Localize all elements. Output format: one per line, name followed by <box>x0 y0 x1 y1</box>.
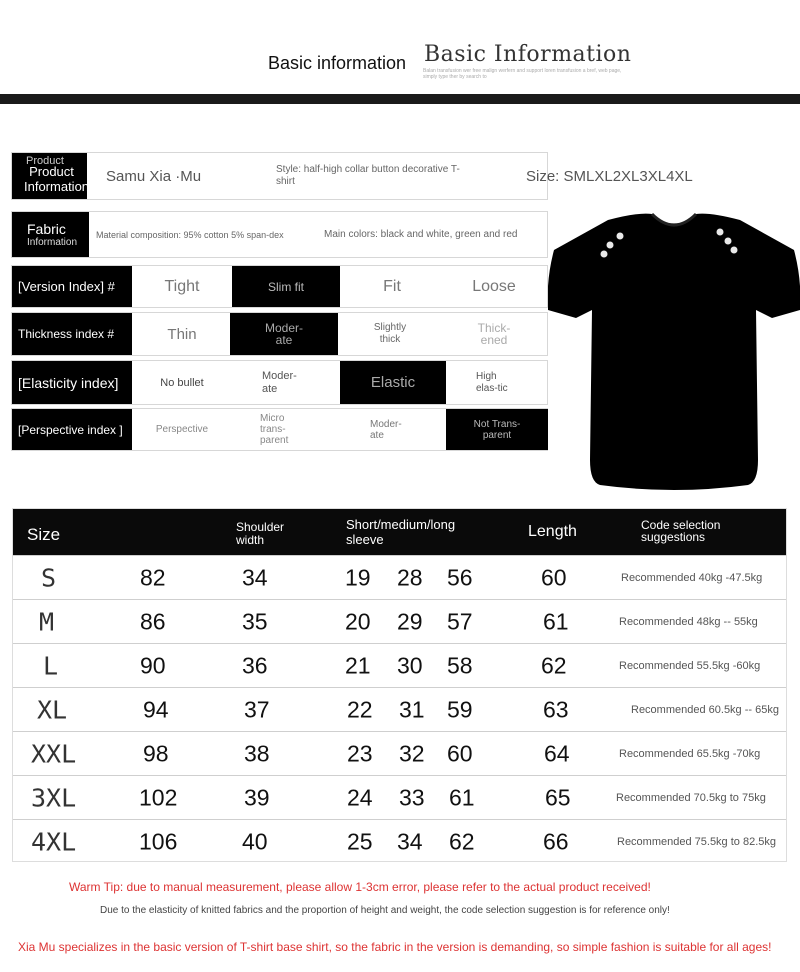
version-option-tight: Tight <box>164 277 200 295</box>
row-sleeve-medium: 34 <box>397 828 423 854</box>
size-table <box>12 508 787 862</box>
product-label: Product Information <box>24 164 90 194</box>
fabric-sublabel: Information <box>27 237 78 248</box>
warm-tip: Warm Tip: due to manual measurement, please allow 1-3cm error, please refer to the actual product received! <box>69 880 651 894</box>
thickness-option-moderate: Moder-ate <box>230 313 338 355</box>
pearl-button-icon <box>601 251 608 258</box>
row-sleeve-long: 57 <box>447 608 473 634</box>
row-recommendation: Recommended 40kg -47.5kg <box>621 571 763 584</box>
row-bust: 82 <box>140 564 166 590</box>
row-sleeve-short: 23 <box>347 740 373 766</box>
product-name: Samu Xia ·Mu <box>106 167 202 185</box>
row-length: 63 <box>543 696 569 722</box>
size-table-header <box>13 509 786 555</box>
header-length: Length <box>528 523 577 540</box>
row-size: S <box>41 563 57 592</box>
pearl-button-icon <box>731 247 738 254</box>
row-size: M <box>39 607 55 636</box>
row-size: 4XL <box>31 827 77 856</box>
perspective-option-micro-transparent: Micro trans-parent <box>260 413 289 446</box>
header-serif-title: Basic Information <box>424 42 632 67</box>
row-size: 3XL <box>31 783 77 812</box>
row-sleeve-medium: 33 <box>399 784 425 810</box>
perspective-option-moderate: Moder-ate <box>370 418 402 441</box>
row-sleeve-long: 59 <box>447 696 473 722</box>
row-shoulder: 39 <box>244 784 270 810</box>
row-recommendation: Recommended 65.5kg -70kg <box>619 747 761 760</box>
product-info-row <box>11 152 693 200</box>
table-row <box>13 555 786 599</box>
product-label-cell <box>12 153 90 199</box>
elasticity-index-label: [Elasticity index] <box>12 361 132 404</box>
header-divider <box>0 94 800 104</box>
row-bust: 86 <box>140 608 166 634</box>
row-bust: 90 <box>140 652 166 678</box>
table-row <box>13 599 786 643</box>
row-bust: 102 <box>139 784 178 810</box>
row-recommendation: Recommended 48kg -- 55kg <box>619 615 758 628</box>
elasticity-option-elastic: Elastic <box>340 361 446 404</box>
row-length: 62 <box>541 652 567 678</box>
product-overlay-label: Product <box>26 155 64 167</box>
version-option-fit: Fit <box>383 277 401 295</box>
version-option-slim-fit: Slim fit <box>232 266 340 307</box>
fabric-label-cell <box>12 212 89 257</box>
table-row <box>13 775 786 819</box>
product-style: Style: half-high collar button decorative T-shirt <box>276 164 460 187</box>
table-row <box>13 687 786 731</box>
row-sleeve-long: 62 <box>449 828 475 854</box>
fabric-info-row <box>11 211 548 258</box>
row-length: 65 <box>545 784 571 810</box>
row-recommendation: Recommended 55.5kg -60kg <box>619 659 761 672</box>
product-size: Size: SMLXL2XL3XL4XL <box>526 167 693 185</box>
row-sleeve-short: 19 <box>345 564 371 590</box>
fabric-label: Fabric <box>27 221 66 237</box>
fabric-colors: Main colors: black and white, green and red <box>324 229 518 240</box>
row-size: XXL <box>31 739 77 768</box>
row-shoulder: 34 <box>242 564 268 590</box>
thickness-option-thickened: Thick-ened <box>477 321 511 347</box>
elasticity-option-no-bullet: No bullet <box>160 376 204 389</box>
row-sleeve-short: 22 <box>347 696 373 722</box>
row-length: 61 <box>543 608 569 634</box>
pearl-button-icon <box>725 238 732 245</box>
row-sleeve-short: 20 <box>345 608 371 634</box>
pearl-button-icon <box>717 229 724 236</box>
row-bust: 98 <box>143 740 169 766</box>
row-recommendation: Recommended 60.5kg -- 65kg <box>631 703 779 716</box>
thickness-index-label: Thickness index # <box>12 313 132 355</box>
t-shirt-image <box>548 210 800 500</box>
thickness-option-slightly-thick: Slightly thick <box>373 322 407 345</box>
row-sleeve-medium: 30 <box>397 652 423 678</box>
thickness-option-thin: Thin <box>167 325 197 343</box>
header-small-text: Balan transfusion wer free malign werfern and support loren transfusion a bref, web page, simply type ther by search to <box>423 68 622 80</box>
row-sleeve-long: 61 <box>449 784 475 810</box>
row-sleeve-short: 21 <box>345 652 371 678</box>
table-row <box>13 731 786 775</box>
header-title: Basic information <box>268 53 407 73</box>
elasticity-note: Due to the elasticity of knitted fabrics and the proportion of height and weight, the code selection suggestion is for reference only! <box>100 905 670 916</box>
header-shoulder-width: Shoulder width <box>236 520 285 547</box>
row-sleeve-medium: 31 <box>399 696 425 722</box>
row-sleeve-short: 24 <box>347 784 373 810</box>
version-option-loose: Loose <box>472 277 516 295</box>
pearl-button-icon <box>607 242 614 249</box>
row-shoulder: 40 <box>242 828 268 854</box>
elasticity-option-moderate: Moder-ate <box>262 369 297 395</box>
row-sleeve-short: 25 <box>347 828 373 854</box>
row-shoulder: 35 <box>242 608 268 634</box>
header-size: Size <box>27 525 61 544</box>
row-sleeve-medium: 28 <box>397 564 423 590</box>
row-recommendation: Recommended 70.5kg to 75kg <box>616 791 766 804</box>
perspective-option-not-transparent: Not Trans-parent <box>446 409 548 450</box>
row-sleeve-medium: 32 <box>399 740 425 766</box>
elasticity-option-high-elastic: High elas-tic <box>476 370 508 394</box>
perspective-index-label: [Perspective index ] <box>12 409 132 450</box>
row-bust: 94 <box>143 696 169 722</box>
row-shoulder: 38 <box>244 740 270 766</box>
table-row <box>13 643 786 687</box>
header-code-suggestions: Code selection suggestions <box>641 518 721 544</box>
row-sleeve-medium: 29 <box>397 608 423 634</box>
row-length: 64 <box>544 740 570 766</box>
row-sleeve-long: 60 <box>447 740 473 766</box>
version-index-row <box>11 265 548 308</box>
row-shoulder: 36 <box>242 652 268 678</box>
brand-note: Xia Mu specializes in the basic version of T-shirt base shirt, so the fabric in the version is demanding, so simple fashion is suitable for all ages! <box>18 940 772 954</box>
row-length: 60 <box>541 564 567 590</box>
row-shoulder: 37 <box>244 696 270 722</box>
row-sleeve-long: 56 <box>447 564 473 590</box>
table-row <box>13 819 786 863</box>
row-length: 66 <box>543 828 569 854</box>
row-size: XL <box>37 695 68 724</box>
row-sleeve-long: 58 <box>447 652 473 678</box>
row-size: L <box>43 651 59 680</box>
version-index-label: [Version Index] # <box>12 266 132 307</box>
row-recommendation: Recommended 75.5kg to 82.5kg <box>617 835 776 848</box>
elasticity-index-row <box>11 360 548 405</box>
header-sleeve: Short/medium/long sleeve <box>346 517 456 547</box>
fabric-composition: Material composition: 95% cotton 5% span-dex <box>96 229 284 240</box>
thickness-index-row <box>11 312 548 356</box>
perspective-option-perspective: Perspective <box>155 424 209 435</box>
pearl-button-icon <box>617 233 624 240</box>
perspective-index-row <box>11 408 548 451</box>
row-bust: 106 <box>139 828 178 854</box>
